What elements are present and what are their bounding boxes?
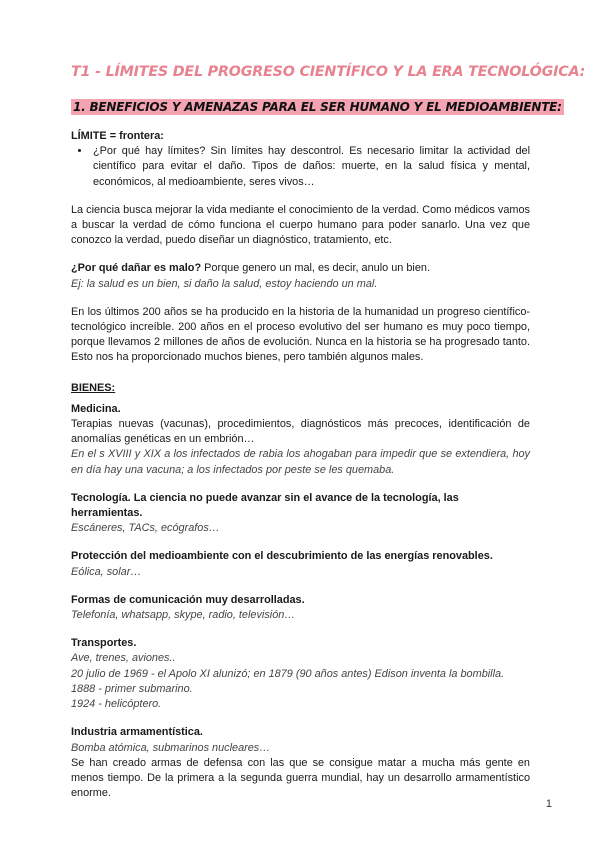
transportes-line3: 1888 - primer submarino. bbox=[71, 682, 193, 695]
armamentistica-heading: Industria armamentística. bbox=[71, 726, 203, 739]
transportes-heading: Transportes. bbox=[71, 637, 137, 650]
armamentistica-example: Bomba atómica, submarinos nucleares… bbox=[71, 741, 271, 754]
paragraph-200-anos: En los últimos 200 años se ha producido en la historia de la humanidad un progreso científico-tecnológico increíble. 200 años en el proceso evolutivo del ser humano es muy poco tiempo, porque llevamos 2 millones de años de evolución. Nunca en la historia se ha progresado tanto. Esto nos ha proporcionado muchos bienes, pero también algunos males. bbox=[71, 305, 530, 364]
medicina-heading: Medicina. bbox=[71, 402, 121, 415]
danar-paragraph bbox=[71, 261, 530, 276]
paragraph-ciencia: La ciencia busca mejorar la vida mediante el conocimiento de la verdad. Como médicos vamos a buscar la verdad de cómo funciona el cuerpo humano para poder sanarlo. Una vez que conozco la verdad, puedo diseñar un diagnóstico, tratamiento, etc. bbox=[71, 203, 530, 247]
transportes-line1: Ave, trenes, aviones.. bbox=[71, 652, 176, 665]
transportes-line2: 20 julio de 1969 - el Apolo XI alunizó; en 1879 (90 años antes) Edison inventa la bombilla. bbox=[71, 667, 505, 680]
bienes-heading: BIENES: bbox=[71, 381, 116, 394]
limite-label: LÍMITE = frontera: bbox=[71, 130, 164, 142]
section-heading: 1. BENEFICIOS Y AMENAZAS PARA EL SER HUMANO Y EL MEDIOAMBIENTE: bbox=[73, 100, 562, 114]
danar-example: Ej: la salud es un bien, si daño la salud, estoy haciendo un mal. bbox=[71, 277, 378, 290]
comunicacion-heading: Formas de comunicación muy desarrolladas. bbox=[71, 593, 305, 606]
medicina-text: Terapias nuevas (vacunas), procedimientos, diagnósticos más precoces, identificación de anomalías genéticas en un embrión… bbox=[71, 418, 530, 446]
armamentistica-text: Se han creado armas de defensa con las que se consigue matar a mucha más gente en menos tiempo. De la primera a la segunda guerra mundial, hay un desarrollo armamentístico enorme. bbox=[71, 756, 530, 800]
tecnologia-heading: Tecnología. La ciencia no puede avanzar sin el avance de la tecnología, las herramientas. bbox=[71, 491, 459, 520]
page-number: 1 bbox=[545, 798, 552, 810]
limite-bullet: • ¿Por qué hay límites? Sin límites hay descontrol. Es necesario limitar la actividad del científico para evitar el daño. Tipos de daños: muerte, en la salud física y mental, económicos, al medioambiente, seres vivos… bbox=[91, 144, 530, 190]
document-page bbox=[71, 64, 586, 801]
tecnologia-example: Escáneres, TACs, ecógrafos… bbox=[71, 522, 220, 535]
danar-answer: Porque genero un mal, es decir, anulo un bien. bbox=[201, 262, 430, 275]
transportes-line4: 1924 - helicóptero. bbox=[71, 698, 162, 711]
medioambiente-example: Eólica, solar… bbox=[71, 565, 142, 578]
danar-question: ¿Por qué dañar es malo? bbox=[71, 262, 202, 275]
medicina-example: En el s XVIII y XIX a los infectados de rabia los ahogaban para impedir que se extendiera, hoy en día hay una vacuna; a los infectados por peste se les quemaba. bbox=[71, 448, 530, 476]
medioambiente-heading: Protección del medioambiente con el descubrimiento de las energías renovables. bbox=[71, 550, 493, 563]
limite-list bbox=[71, 144, 530, 190]
document-title: T1 - LÍMITES DEL PROGRESO CIENTÍFICO Y LA ERA TECNOLÓGICA: bbox=[71, 64, 586, 80]
comunicacion-example: Telefonía, whatsapp, skype, radio, televisión… bbox=[71, 609, 296, 622]
